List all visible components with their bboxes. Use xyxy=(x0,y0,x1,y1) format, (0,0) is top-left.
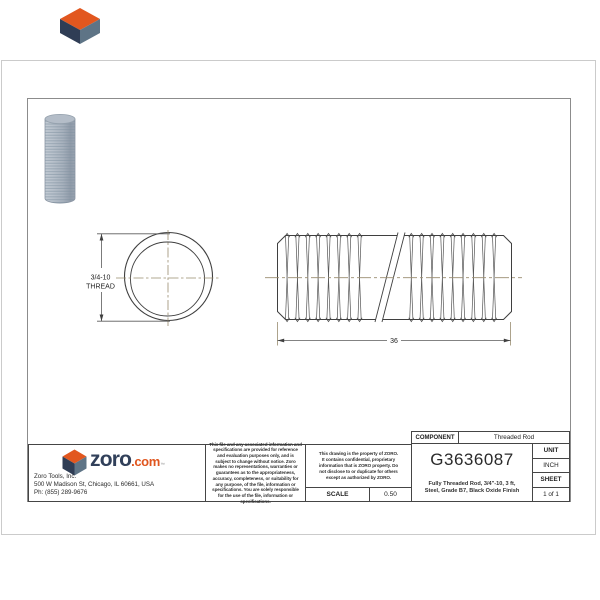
zoro-wordmark xyxy=(90,449,165,470)
disclaimer-text: This file and any associated information and specifications are provided for reference and evaluation purposes only, and is subject to change without notice. Zoro makes no representations, warranties or guarantees as to the appropriateness, accuracy, completeness, or suitability for any purpose, of the file, information or specifications. You are solely responsible for the use of the file, information or specifications. xyxy=(209,441,302,504)
dim-arrow-left xyxy=(278,339,285,343)
titleblock-disclaimer-box xyxy=(205,441,306,504)
titleblock-property-box xyxy=(305,444,412,502)
scale-value: 0.50 xyxy=(384,491,397,498)
titleblock-partnumber-box xyxy=(411,443,533,502)
component-label: COMPONENT xyxy=(412,432,459,443)
dim-arrow-down xyxy=(100,315,104,322)
trademark-symbol: ™ xyxy=(160,462,165,467)
rod-3d-render xyxy=(45,114,75,203)
major-diameter-circle xyxy=(125,233,213,321)
minor-diameter-circle xyxy=(131,242,205,316)
side-view xyxy=(265,233,522,346)
rod-top-face xyxy=(45,114,75,123)
component-value: Threaded Rod xyxy=(493,434,535,441)
length-dimension-label: 36 xyxy=(390,338,398,345)
company-street: 500 W Madison St, Chicago, IL 60661, USA xyxy=(34,481,155,488)
scale-label: SCALE xyxy=(306,488,370,501)
sheet-label: SHEET xyxy=(533,473,569,488)
sheet-value: 1 of 1 xyxy=(543,490,559,498)
unit-label: UNIT xyxy=(533,444,569,459)
wordmark-zoro: zoro xyxy=(90,448,132,471)
company-phone: Ph: (855) 289-9676 xyxy=(34,489,88,496)
company-name: Zoro Tools, Inc. xyxy=(34,473,77,480)
end-view xyxy=(86,230,220,326)
part-description: Fully Threaded Rod, 3/4"-10, 3 ft, Steel, Grade B7, Black Oxide Finish xyxy=(424,481,520,494)
property-notice-text: This drawing is the property of ZORO. It contains confidential, proprietary information that is ZORO property. Do not disclose to or duplicate for others except as authorized by ZORO. xyxy=(318,451,399,480)
company-address xyxy=(34,473,154,497)
dim-arrow-right xyxy=(504,339,511,343)
part-number: G3636087 xyxy=(430,450,514,469)
titleblock-company-box xyxy=(28,444,206,502)
thread-word-label: THREAD xyxy=(86,283,115,291)
unit-value: INCH xyxy=(533,459,569,474)
thread-size-label: 3/4-10 xyxy=(90,274,111,282)
scale-row xyxy=(306,487,411,501)
titleblock-unit-sheet-box xyxy=(532,443,570,502)
zoro-cube-icon-small xyxy=(62,449,87,476)
dim-arrow-up xyxy=(100,234,104,241)
wordmark-com: .com xyxy=(131,454,160,469)
